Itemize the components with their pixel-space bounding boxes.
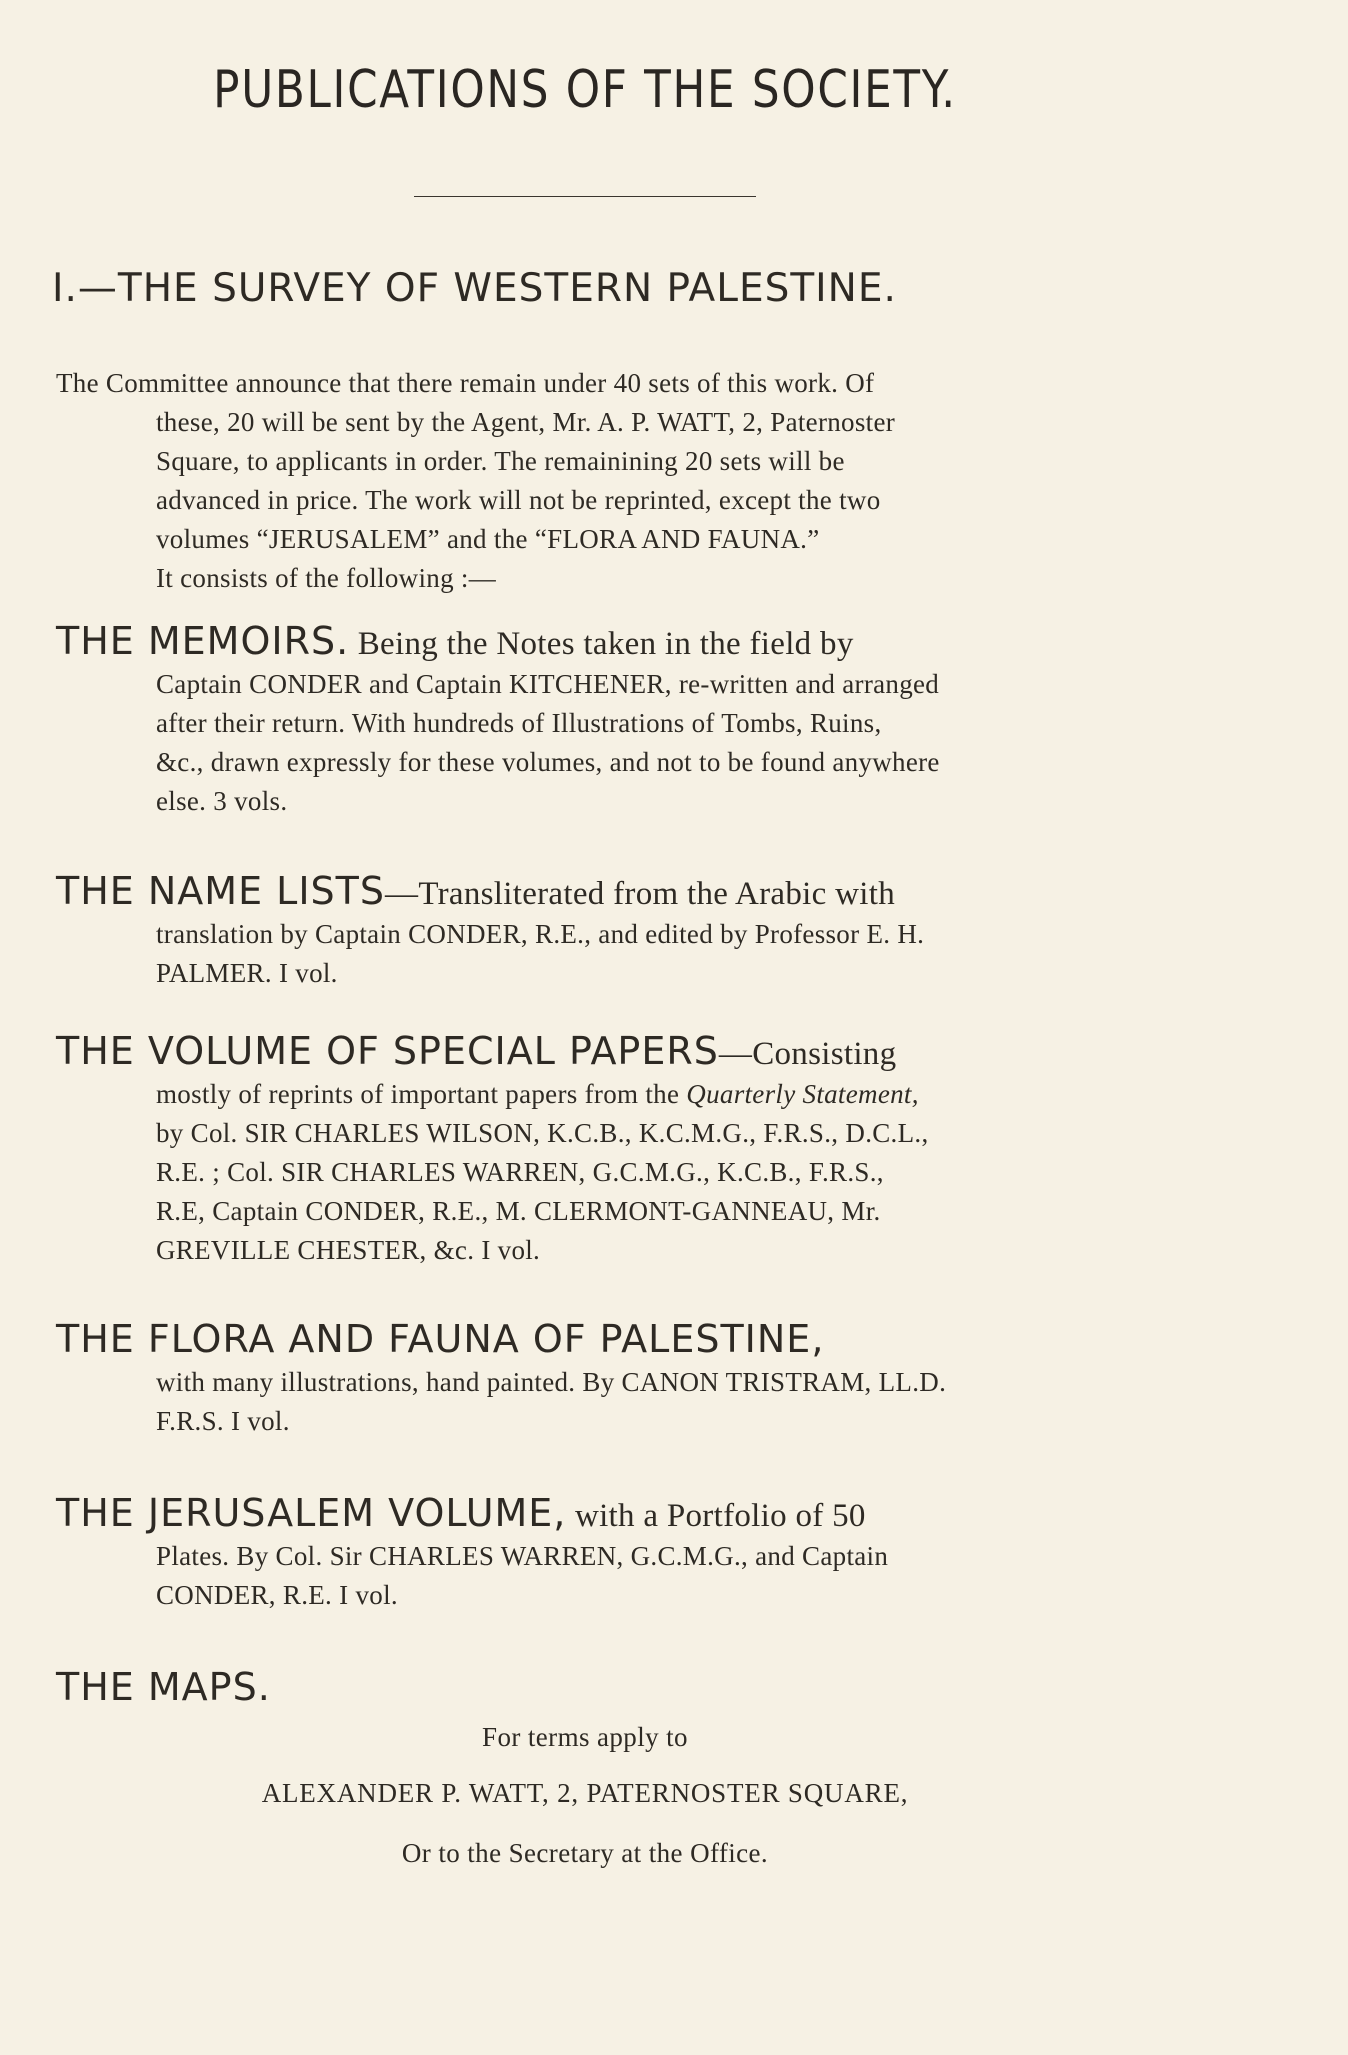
entry-heading-line — [56, 1491, 1176, 1537]
entry-heading-rest: with a Portfolio of 50 — [566, 1498, 866, 1534]
entry-line: Captain CONDER and Captain KITCHENER, re-written and arranged — [156, 669, 940, 699]
title-divider — [414, 196, 756, 197]
section-heading: I.—THE SURVEY OF WESTERN PALESTINE. — [52, 266, 897, 311]
intro-line: these, 20 will be sent by the Agent, Mr. A. P. WATT, 2, Paternoster — [156, 407, 896, 437]
entry-memoirs — [56, 619, 1176, 821]
entry-line: R.E, Captain CONDER, R.E., M. CLERMONT-GANNEAU, Mr. — [156, 1196, 881, 1226]
entry-line — [56, 1075, 1176, 1114]
intro-line: It consists of the following :— — [156, 563, 497, 593]
intro-line: The Committee announce that there remain under 40 sets of this work. Of — [56, 368, 875, 398]
entry-heading-line — [56, 869, 1176, 915]
entry-heading: THE MEMOIRS. — [56, 619, 350, 663]
entry-line: translation by Captain CONDER, R.E., and edited by Professor E. H. — [156, 919, 925, 949]
entry-heading: THE FLORA AND FAUNA OF PALESTINE, — [56, 1317, 825, 1361]
entry-heading-rest: Being the Notes taken in the field by — [349, 626, 854, 662]
entry-flora-fauna — [56, 1317, 1176, 1441]
entry-special-papers — [56, 1029, 1176, 1270]
entry-heading-line — [56, 1029, 1176, 1075]
entry-line: with many illustrations, hand painted. By CANON TRISTRAM, LL.D. — [156, 1367, 947, 1397]
page-title: PUBLICATIONS OF THE SOCIETY. — [213, 60, 957, 120]
footer-agent-address: ALEXANDER P. WATT, 2, PATERNOSTER SQUARE, — [261, 1778, 909, 1808]
entry-line-text: mostly of reprints of important papers from the — [156, 1079, 687, 1109]
entry-heading-rest: —Consisting — [718, 1036, 897, 1072]
entry-heading-rest: —Transliterated from the Arabic with — [385, 876, 895, 912]
entry-heading-line — [56, 1665, 1176, 1711]
entry-line: else. 3 vols. — [156, 786, 288, 816]
intro-line: volumes “JERUSALEM” and the “FLORA AND FAUNA.” — [156, 524, 820, 554]
intro-line: advanced in price. The work will not be reprinted, except the two — [156, 485, 881, 515]
entry-heading: THE JERUSALEM VOLUME, — [56, 1491, 567, 1535]
intro-paragraph — [56, 364, 1176, 598]
entry-line: PALMER. I vol. — [156, 958, 338, 988]
quarterly-statement-title: Quarterly Statement, — [686, 1079, 919, 1109]
entry-maps — [56, 1665, 1176, 1711]
entry-heading: THE NAME LISTS — [56, 869, 386, 913]
entry-heading: THE VOLUME OF SPECIAL PAPERS — [56, 1029, 719, 1073]
entry-name-lists — [56, 869, 1176, 993]
entry-heading-line — [56, 619, 1176, 665]
entry-line: CONDER, R.E. I vol. — [156, 1580, 398, 1610]
entry-line: Plates. By Col. Sir CHARLES WARREN, G.C.M.G., and Captain — [156, 1541, 889, 1571]
footer-secretary: Or to the Secretary at the Office. — [401, 1838, 769, 1868]
entry-heading-line — [56, 1317, 1176, 1363]
footer-terms: For terms apply to — [482, 1722, 688, 1752]
entry-line: after their return. With hundreds of Illustrations of Tombs, Ruins, — [156, 708, 882, 738]
entry-line: R.E. ; Col. SIR CHARLES WARREN, G.C.M.G., K.C.B., F.R.S., — [156, 1157, 884, 1187]
entry-jerusalem — [56, 1491, 1176, 1615]
entry-line: &c., drawn expressly for these volumes, and not to be found anywhere — [156, 747, 940, 777]
intro-line: Square, to applicants in order. The remainining 20 sets will be — [156, 446, 845, 476]
entry-line: by Col. SIR CHARLES WILSON, K.C.B., K.C.M.G., F.R.S., D.C.L., — [156, 1118, 929, 1148]
entry-line: F.R.S. I vol. — [156, 1406, 290, 1436]
entry-line: GREVILLE CHESTER, &c. I vol. — [156, 1235, 541, 1265]
entry-heading: THE MAPS. — [56, 1665, 271, 1709]
